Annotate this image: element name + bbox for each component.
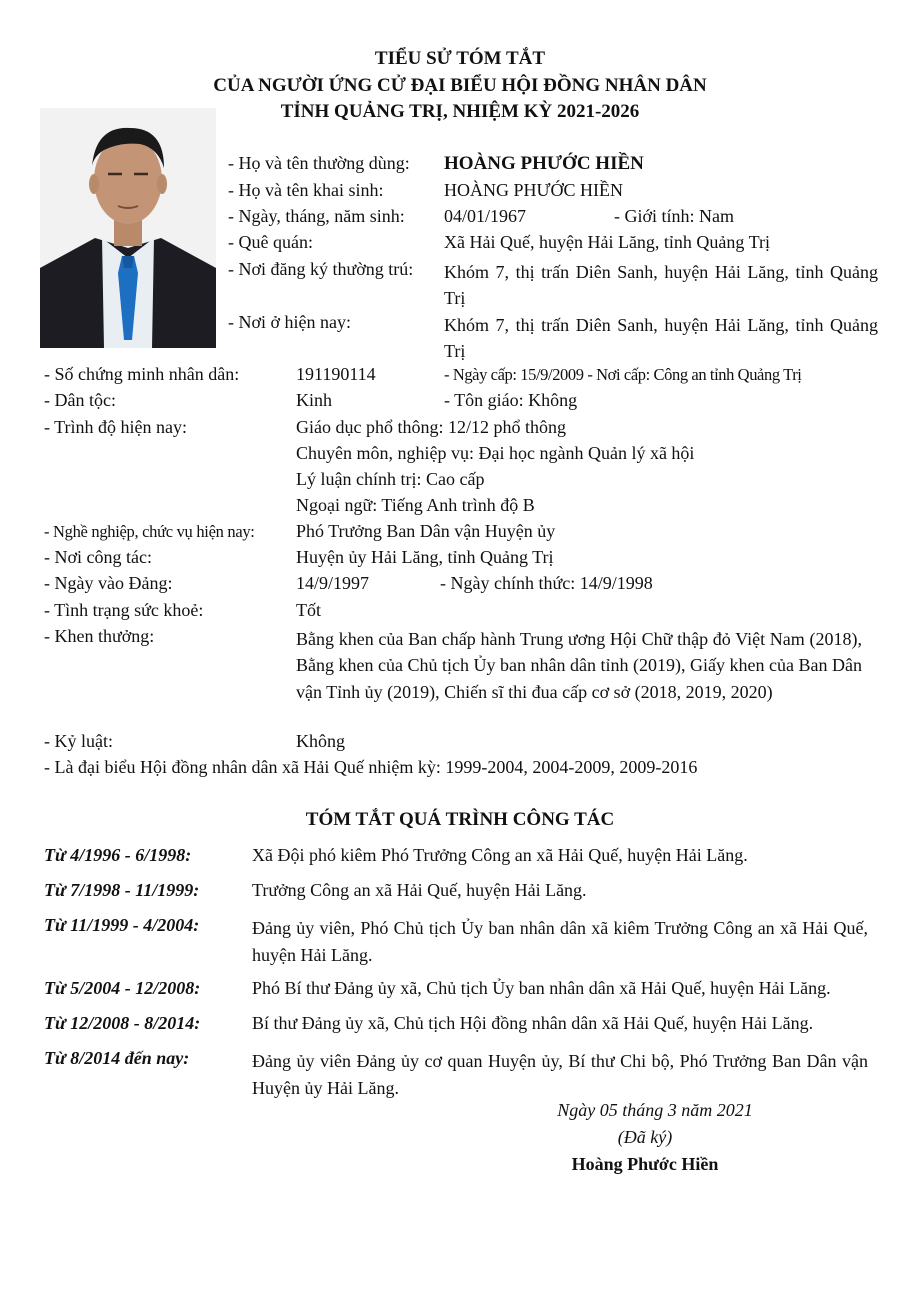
career-description: Đảng ủy viên Đảng ủy cơ quan Huyện ủy, Bí thư Chi bộ, Phó Trưởng Ban Dân vận Huyện ủy Hải Lăng. bbox=[252, 1051, 868, 1098]
doc-title-line2: CỦA NGƯỜI ỨNG CỬ ĐẠI BIỂU HỘI ĐỒNG NHÂN DÂN bbox=[213, 75, 707, 96]
gender-field: - Giới tính: Nam bbox=[614, 206, 735, 226]
career-period: Từ 4/1996 - 6/1998: bbox=[44, 845, 192, 865]
candidate-portrait bbox=[40, 108, 216, 348]
dob-value: 04/01/1967 bbox=[444, 206, 527, 226]
ethnicity-value: Kinh bbox=[296, 390, 332, 410]
awards-label: - Khen thưởng: bbox=[44, 626, 155, 646]
id-issue-info: - Ngày cấp: 15/9/2009 - Nơi cấp: Công an tỉnh Quảng Trị bbox=[444, 365, 802, 384]
religion-field: - Tôn giáo: Không bbox=[444, 390, 578, 410]
education-label: - Trình độ hiện nay: bbox=[44, 417, 188, 437]
workplace-value: Huyện ủy Hải Lăng, tỉnh Quảng Trị bbox=[296, 547, 554, 567]
career-period: Từ 11/1999 - 4/2004: bbox=[44, 915, 200, 935]
health-value: Tốt bbox=[296, 600, 321, 620]
workplace-label: - Nơi công tác: bbox=[44, 547, 152, 567]
career-description: Bí thư Đảng ủy xã, Chủ tịch Hội đồng nhân dân xã Hải Quế, huyện Hải Lăng. bbox=[252, 1013, 814, 1033]
birth-name-value: HOÀNG PHƯỚC HIỀN bbox=[444, 180, 623, 200]
permanent-address-label: - Nơi đăng ký thường trú: bbox=[228, 259, 414, 279]
signature-date: Ngày 05 tháng 3 năm 2021 bbox=[557, 1100, 753, 1120]
career-section-title: TÓM TẮT QUÁ TRÌNH CÔNG TÁC bbox=[305, 809, 615, 830]
education-professional: Chuyên môn, nghiệp vụ: Đại học ngành Quản lý xã hội bbox=[296, 443, 695, 463]
occupation-label: - Nghề nghiệp, chức vụ hiện nay: bbox=[44, 522, 255, 541]
current-address-value: Khóm 7, thị trấn Diên Sanh, huyện Hải Lăng, tỉnh Quảng Trị bbox=[444, 315, 878, 361]
signatory-name: Hoàng Phước Hiền bbox=[571, 1154, 719, 1174]
doc-title-line3: TỈNH QUẢNG TRỊ, NHIỆM KỲ 2021-2026 bbox=[280, 101, 640, 122]
permanent-address-value: Khóm 7, thị trấn Diên Sanh, huyện Hải Lăng, tỉnh Quảng Trị bbox=[444, 262, 878, 308]
career-period: Từ 7/1998 - 11/1999: bbox=[44, 880, 200, 900]
current-address-label: - Nơi ở hiện nay: bbox=[228, 312, 352, 332]
birth-name-label: - Họ và tên khai sinh: bbox=[228, 180, 384, 200]
career-period: Từ 12/2008 - 8/2014: bbox=[44, 1013, 201, 1033]
education-political: Lý luận chính trị: Cao cấp bbox=[296, 469, 485, 489]
hometown-value: Xã Hải Quế, huyện Hải Lăng, tỉnh Quảng Trị bbox=[444, 232, 770, 252]
party-join-value: 14/9/1997 bbox=[296, 573, 370, 593]
occupation-value: Phó Trưởng Ban Dân vận Huyện ủy bbox=[296, 521, 556, 541]
delegate-history: - Là đại biểu Hội đồng nhân dân xã Hải Quế nhiệm kỳ: 1999-2004, 2004-2009, 2009-2016 bbox=[44, 757, 698, 777]
discipline-value: Không bbox=[296, 731, 345, 751]
awards-value: Bằng khen của Ban chấp hành Trung ương Hội Chữ thập đỏ Việt Nam (2018), Bằng khen của Chủ tịch Ủy ban nhân dân tỉnh (2019), Giấy khen của Ban Dân vận Tỉnh ủy (2019), Chiến sĩ thi đua cấp cơ sở (2018, 2019, 2020) bbox=[296, 629, 862, 702]
discipline-label: - Kỷ luật: bbox=[44, 731, 113, 751]
career-description: Xã Đội phó kiêm Phó Trưởng Công an xã Hải Quế, huyện Hải Lăng. bbox=[252, 845, 748, 865]
education-language: Ngoại ngữ: Tiếng Anh trình độ B bbox=[296, 495, 535, 515]
dob-label: - Ngày, tháng, năm sinh: bbox=[228, 206, 405, 226]
id-number-label: - Số chứng minh nhân dân: bbox=[44, 364, 240, 384]
common-name-label: - Họ và tên thường dùng: bbox=[228, 153, 410, 173]
party-official-date: - Ngày chính thức: 14/9/1998 bbox=[440, 573, 653, 593]
hometown-label: - Quê quán: bbox=[228, 232, 313, 252]
career-description: Phó Bí thư Đảng ủy xã, Chủ tịch Ủy ban nhân dân xã Hải Quế, huyện Hải Lăng. bbox=[252, 978, 831, 998]
party-join-label: - Ngày vào Đảng: bbox=[44, 573, 173, 593]
career-description: Đảng ủy viên, Phó Chủ tịch Ủy ban nhân dân xã kiêm Trưởng Công an xã Hải Quế, huyện Hải Lăng. bbox=[252, 918, 868, 965]
career-period: Từ 5/2004 - 12/2008: bbox=[44, 978, 201, 998]
signature-status: (Đã ký) bbox=[617, 1127, 673, 1147]
career-period: Từ 8/2014 đến nay: bbox=[44, 1048, 190, 1068]
career-description: Trưởng Công an xã Hải Quế, huyện Hải Lăng. bbox=[252, 880, 587, 900]
id-number-value: 191190114 bbox=[296, 364, 376, 384]
common-name-value: HOÀNG PHƯỚC HIỀN bbox=[444, 153, 644, 174]
ethnicity-label: - Dân tộc: bbox=[44, 390, 116, 410]
health-label: - Tình trạng sức khoẻ: bbox=[44, 600, 204, 620]
doc-title-line1: TIỂU SỬ TÓM TẮT bbox=[374, 48, 546, 69]
education-general: Giáo dục phổ thông: 12/12 phổ thông bbox=[296, 417, 566, 437]
